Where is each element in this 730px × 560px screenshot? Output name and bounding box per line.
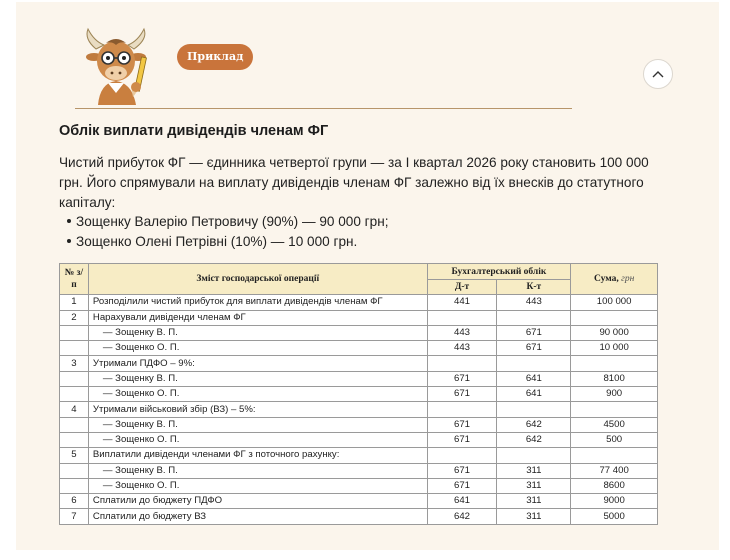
row-sum-cell: 500: [571, 432, 658, 447]
row-operation-cell: Нарахували дивіденди членам ФГ: [88, 310, 427, 325]
row-debit-cell: 443: [427, 325, 497, 340]
col-header-sum: [571, 264, 658, 295]
row-credit-cell: 642: [497, 432, 571, 447]
operations-table-body: [60, 295, 658, 524]
row-operation-cell: Розподілили чистий прибуток для виплати дивідендів членам ФГ: [88, 295, 427, 310]
col-header-num: № з/п: [60, 264, 89, 295]
row-debit-cell: [427, 356, 497, 371]
row-operation-cell: Утримали ПДФО – 9%:: [88, 356, 427, 371]
bullet-list: [67, 212, 388, 252]
row-debit-cell: 443: [427, 341, 497, 356]
row-num-cell: [60, 417, 89, 432]
row-sum-cell: [571, 310, 658, 325]
operations-table: [59, 263, 658, 525]
row-sum-cell: 4500: [571, 417, 658, 432]
table-row: [60, 432, 658, 447]
row-sum-cell: 77 400: [571, 463, 658, 478]
table-row: [60, 310, 658, 325]
col-header-debit: Д-т: [427, 280, 497, 295]
chevron-up-icon: [652, 70, 664, 78]
row-num-cell: 6: [60, 494, 89, 509]
sum-unit: грн: [621, 274, 635, 285]
row-num-cell: 3: [60, 356, 89, 371]
row-credit-cell: 671: [497, 325, 571, 340]
list-item: [67, 212, 388, 232]
row-credit-cell: 311: [497, 463, 571, 478]
list-item-text: Зощенко Олені Петрівні (10%) — 10 000 грн.: [76, 234, 358, 249]
table-row: [60, 402, 658, 417]
row-sum-cell: 100 000: [571, 295, 658, 310]
row-sum-cell: 10 000: [571, 341, 658, 356]
row-num-cell: [60, 325, 89, 340]
table-row: [60, 448, 658, 463]
row-sum-cell: 8100: [571, 371, 658, 386]
row-debit-cell: 671: [427, 417, 497, 432]
row-num-cell: 5: [60, 448, 89, 463]
example-description: Чистий прибуток ФГ — єдинника четвертої групи — за I квартал 2026 року становить 100 000 грн. Його спрямували на виплату дивідендів членам ФГ залежно від їх внесків до статутного капіталу:: [59, 155, 649, 210]
row-operation-cell: — Зощенко О. П.: [88, 387, 427, 402]
row-credit-cell: [497, 310, 571, 325]
row-credit-cell: 671: [497, 341, 571, 356]
row-debit-cell: [427, 402, 497, 417]
row-operation-cell: Сплатили до бюджету ВЗ: [88, 509, 427, 524]
row-sum-cell: 900: [571, 387, 658, 402]
row-credit-cell: 311: [497, 509, 571, 524]
row-num-cell: [60, 478, 89, 493]
row-operation-cell: — Зощенко О. П.: [88, 432, 427, 447]
row-operation-cell: Утримали військовий збір (ВЗ) – 5%:: [88, 402, 427, 417]
row-debit-cell: 642: [427, 509, 497, 524]
row-debit-cell: [427, 310, 497, 325]
col-header-accounting: Бухгалтерський облік: [427, 264, 571, 280]
table-row: [60, 371, 658, 386]
row-operation-cell: — Зощенку В. П.: [88, 371, 427, 386]
row-credit-cell: 311: [497, 478, 571, 493]
table-row: [60, 295, 658, 310]
row-num-cell: [60, 387, 89, 402]
col-header-content: Зміст господарської операції: [88, 264, 427, 295]
row-sum-cell: 90 000: [571, 325, 658, 340]
list-item: [67, 232, 388, 252]
row-credit-cell: 642: [497, 417, 571, 432]
header-divider: [75, 108, 572, 109]
row-num-cell: [60, 341, 89, 356]
row-debit-cell: 671: [427, 478, 497, 493]
row-num-cell: 4: [60, 402, 89, 417]
example-badge: Приклад: [177, 44, 253, 70]
table-row: [60, 478, 658, 493]
row-sum-cell: 9000: [571, 494, 658, 509]
row-sum-cell: [571, 356, 658, 371]
row-debit-cell: 671: [427, 371, 497, 386]
row-credit-cell: [497, 356, 571, 371]
row-num-cell: [60, 371, 89, 386]
row-num-cell: 1: [60, 295, 89, 310]
table-row: [60, 341, 658, 356]
row-operation-cell: — Зощенку В. П.: [88, 417, 427, 432]
bullet-dot: [67, 219, 71, 223]
col-header-credit: К-т: [497, 280, 571, 295]
bullet-dot: [67, 239, 71, 243]
row-num-cell: 2: [60, 310, 89, 325]
row-sum-cell: 8600: [571, 478, 658, 493]
row-debit-cell: 671: [427, 463, 497, 478]
row-operation-cell: — Зощенку В. П.: [88, 325, 427, 340]
row-num-cell: 7: [60, 509, 89, 524]
row-operation-cell: Виплатили дивіденди членами ФГ з поточного рахунку:: [88, 448, 427, 463]
table-row: [60, 387, 658, 402]
row-debit-cell: [427, 448, 497, 463]
row-sum-cell: [571, 448, 658, 463]
row-num-cell: [60, 463, 89, 478]
collapse-button[interactable]: [643, 59, 673, 89]
row-credit-cell: 311: [497, 494, 571, 509]
example-title: Облік виплати дивідендів членам ФГ: [59, 123, 329, 139]
row-operation-cell: Сплатили до бюджету ПДФО: [88, 494, 427, 509]
row-credit-cell: 641: [497, 371, 571, 386]
row-operation-cell: — Зощенко О. П.: [88, 341, 427, 356]
table-row: [60, 325, 658, 340]
row-credit-cell: 443: [497, 295, 571, 310]
row-operation-cell: — Зощенку В. П.: [88, 463, 427, 478]
row-debit-cell: 641: [427, 494, 497, 509]
row-credit-cell: [497, 448, 571, 463]
row-debit-cell: 671: [427, 387, 497, 402]
table-row: [60, 463, 658, 478]
row-debit-cell: 441: [427, 295, 497, 310]
row-num-cell: [60, 432, 89, 447]
row-operation-cell: — Зощенко О. П.: [88, 478, 427, 493]
row-credit-cell: [497, 402, 571, 417]
list-item-text: Зощенку Валерію Петровичу (90%) — 90 000 грн;: [76, 214, 389, 229]
bull-mascot-icon: [78, 27, 158, 105]
row-debit-cell: 671: [427, 432, 497, 447]
row-sum-cell: [571, 402, 658, 417]
row-credit-cell: 641: [497, 387, 571, 402]
sum-label: Сума,: [593, 274, 619, 285]
table-row: [60, 356, 658, 371]
row-sum-cell: 5000: [571, 509, 658, 524]
table-row: [60, 509, 658, 524]
table-row: [60, 494, 658, 509]
table-row: [60, 417, 658, 432]
